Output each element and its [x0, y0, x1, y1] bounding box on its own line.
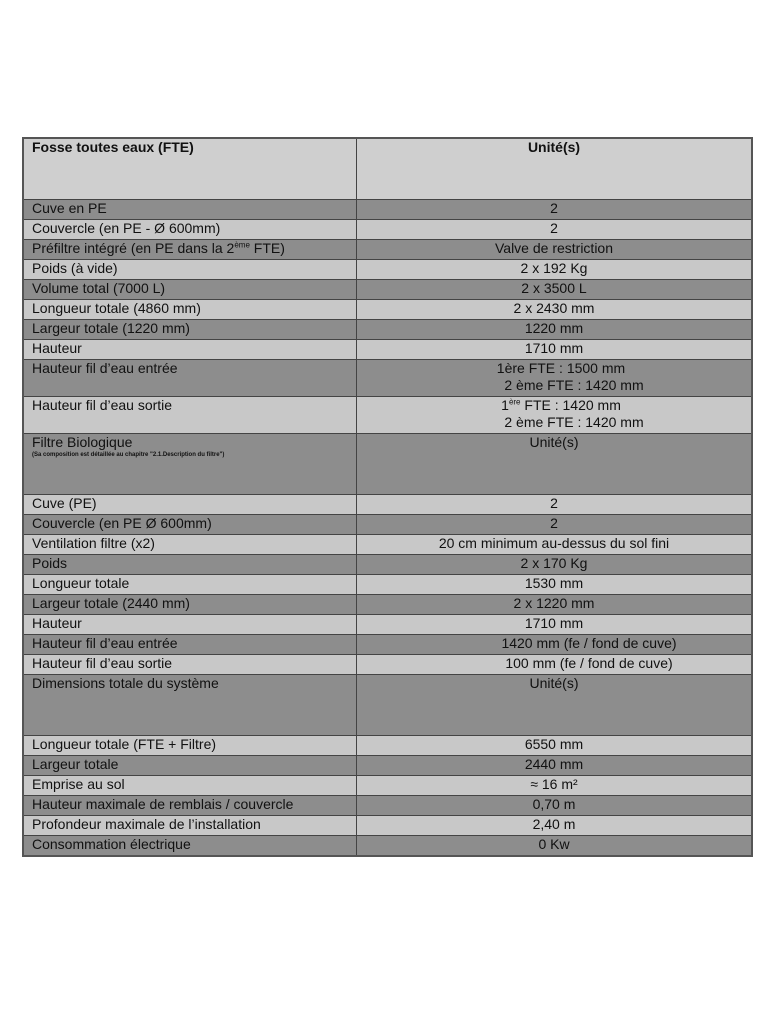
row-label: Ventilation filtre (x2)	[23, 535, 357, 555]
table-row	[23, 776, 752, 796]
row-label: Poids (à vide)	[23, 260, 357, 280]
row-label: Emprise au sol	[23, 776, 357, 796]
row-value: 2	[357, 495, 753, 515]
row-label: Largeur totale (2440 mm)	[23, 595, 357, 615]
row-value: 2 x 192 Kg	[357, 260, 753, 280]
table-row	[23, 816, 752, 836]
table-header-filter	[23, 434, 752, 495]
row-label: Longueur totale (FTE + Filtre)	[23, 736, 357, 756]
header-note: (Sa composition est détaillée au chapitre "2.1.Description du filtre")	[32, 452, 225, 458]
row-label: Longueur totale (4860 mm)	[23, 300, 357, 320]
row-label: Hauteur	[23, 615, 357, 635]
value-line: 1ère FTE : 1420 mm	[501, 397, 621, 413]
table-header-fte	[23, 138, 752, 200]
table-row	[23, 360, 752, 397]
table-row	[23, 260, 752, 280]
row-label: Hauteur fil d’eau sortie	[23, 655, 357, 675]
row-label: Consommation électrique	[23, 836, 357, 857]
table-row	[23, 736, 752, 756]
table-row	[23, 595, 752, 615]
row-label: Cuve en PE	[23, 200, 357, 220]
row-value: 2 x 2430 mm	[357, 300, 753, 320]
row-label: Couvercle (en PE - Ø 600mm)	[23, 220, 357, 240]
header-label: Dimensions totale du système	[23, 675, 357, 736]
table-row	[23, 495, 752, 515]
value-line: 1ère FTE : 1500 mm	[496, 360, 626, 376]
row-label: Hauteur fil d’eau entrée	[23, 360, 357, 397]
value-line: 2 ème FTE : 1420 mm	[504, 414, 644, 430]
table-row	[23, 397, 752, 434]
row-value: 1420 mm (fe / fond de cuve)	[357, 635, 753, 655]
table-row	[23, 615, 752, 635]
header-unit: Unité(s)	[357, 138, 753, 200]
table-row	[23, 756, 752, 776]
row-value	[357, 397, 753, 434]
table-row	[23, 240, 752, 260]
row-label: Volume total (7000 L)	[23, 280, 357, 300]
specifications-table	[22, 137, 753, 857]
row-value: 6550 mm	[357, 736, 753, 756]
table-row	[23, 535, 752, 555]
row-label: Largeur totale	[23, 756, 357, 776]
row-label: Cuve (PE)	[23, 495, 357, 515]
table-row	[23, 575, 752, 595]
row-label: Hauteur maximale de remblais / couvercle	[23, 796, 357, 816]
row-value: 2	[357, 200, 753, 220]
row-value: 2 x 3500 L	[357, 280, 753, 300]
table-row	[23, 635, 752, 655]
row-value: ≈ 16 m²	[357, 776, 753, 796]
row-label: Préfiltre intégré (en PE dans la 2ème FTE)	[23, 240, 357, 260]
row-label: Hauteur fil d’eau entrée	[23, 635, 357, 655]
row-label: Hauteur fil d’eau sortie	[23, 397, 357, 434]
header-title: Filtre Biologique	[32, 434, 133, 450]
table-row	[23, 796, 752, 816]
table-row	[23, 300, 752, 320]
row-value: 1220 mm	[357, 320, 753, 340]
row-value: 1710 mm	[357, 615, 753, 635]
table-row	[23, 340, 752, 360]
row-value: Valve de restriction	[357, 240, 753, 260]
row-value: 2	[357, 220, 753, 240]
table-row	[23, 280, 752, 300]
row-label: Hauteur	[23, 340, 357, 360]
row-label: Longueur totale	[23, 575, 357, 595]
row-value: 2 x 1220 mm	[357, 595, 753, 615]
row-value: 0,70 m	[357, 796, 753, 816]
table-row	[23, 200, 752, 220]
row-value: 1530 mm	[357, 575, 753, 595]
table-row	[23, 220, 752, 240]
row-value: 2,40 m	[357, 816, 753, 836]
table-row	[23, 320, 752, 340]
row-value: 2 x 170 Kg	[357, 555, 753, 575]
table-row	[23, 555, 752, 575]
row-label: Largeur totale (1220 mm)	[23, 320, 357, 340]
row-label: Poids	[23, 555, 357, 575]
row-value: 1710 mm	[357, 340, 753, 360]
row-label: Couvercle (en PE Ø 600mm)	[23, 515, 357, 535]
header-unit: Unité(s)	[357, 434, 753, 495]
row-value	[357, 360, 753, 397]
row-value: 0 Kw	[357, 836, 753, 857]
header-unit: Unité(s)	[357, 675, 753, 736]
table-row	[23, 836, 752, 857]
row-label: Profondeur maximale de l’installation	[23, 816, 357, 836]
row-value: 100 mm (fe / fond de cuve)	[357, 655, 753, 675]
table-row	[23, 655, 752, 675]
row-value: 2440 mm	[357, 756, 753, 776]
table-header-system	[23, 675, 752, 736]
header-label: Fosse toutes eaux (FTE)	[23, 138, 357, 200]
table-row	[23, 515, 752, 535]
row-value: 2	[357, 515, 753, 535]
row-value: 20 cm minimum au-dessus du sol fini	[357, 535, 753, 555]
header-label	[23, 434, 357, 495]
value-line: 2 ème FTE : 1420 mm	[504, 377, 644, 393]
